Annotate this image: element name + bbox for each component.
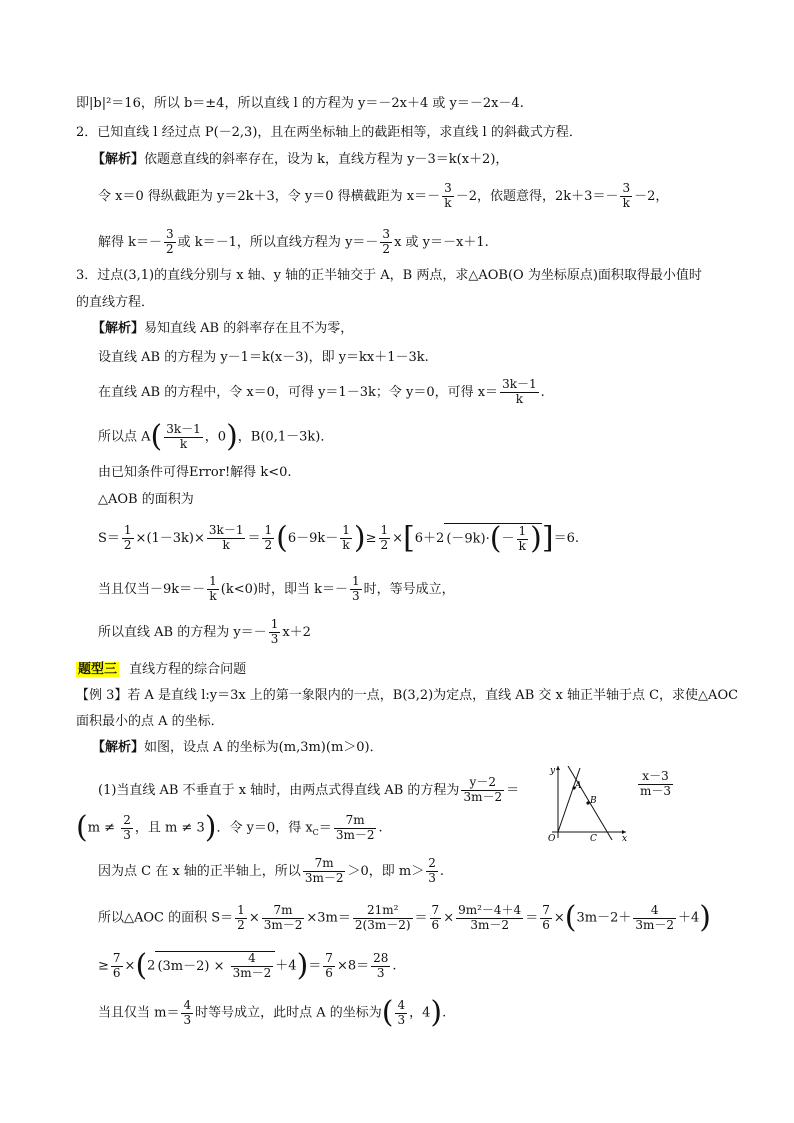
text: ＋4 [678,910,700,926]
fraction: $\frac{7m}{3m-2}$ [263,902,303,932]
text: × [392,531,404,546]
ex3-solution-line-5: 所以△AOC 的面积 S＝ $\frac{1}{2}$ × $\frac{7m}{3m-2}$ ×3m＝ $\frac{\text{21m²}}{2(3m-2)}$ ＝ $\frac{7}{6}$ × $\frac{\text{9m²－4＋4}}{3m-2}$ ＝ $\frac{7}{6}$ ×(3m－2＋ $\frac{4}{3m-2}$ ＋4) [98,900,712,935]
text: 所以△AOC 的面积 S＝ [98,910,234,926]
section-title: 直线方程的综合问题 [129,662,247,677]
ex3-solution-line-3: (m ≠ $\frac{2}{3}$ ，且 m ≠ 3)．令 y＝0，得 $x_C=$ $\frac{7m}{3m-2}$ . [76,810,383,845]
section-tag: 题型三 [78,662,118,677]
text: ＝6. [553,531,579,546]
origin-label: O [548,834,556,842]
fraction: $\frac{7}{6}$ [112,950,121,980]
text: × [443,910,455,926]
fraction: $\frac{1}{2}$ [237,902,245,932]
q3-solution-line-1 [92,322,353,335]
y-axis-arrow [556,766,560,770]
text: (k<0)时，即当 k＝－ [220,581,348,597]
ex3-solution-line-7: 当且仅当 m＝ $\frac{4}{3}$ 时等号成立，此时点 A 的坐标为( $\frac{4}{3}$ ，4). [98,995,447,1030]
text: 所以点 A [98,429,151,445]
text: 时，等号成立， [363,581,455,597]
text: × [124,958,136,974]
fraction: $\frac{4}{3m-2}$ [635,902,675,932]
fraction: $\frac{7m}{3m-2}$ [335,812,375,842]
fraction: $\frac{y-2}{3m-2}$ [463,775,503,804]
text: ＝ [308,958,322,974]
solution-tag: 【解析】 [92,321,145,336]
fraction: $\frac{4}{3}$ [397,997,406,1027]
ex3-solution-line-4: 因为点 C 在 x 轴的正半轴上，所以 $\frac{7m}{3m-2}$ ＞0，即 m＞ $\frac{2}{3}$ . [98,856,444,885]
section-heading [76,662,246,677]
text: × [553,910,565,926]
solution-tag: 【解析】 [92,152,145,167]
text: 所以直线 AB 的方程为 y＝－ [98,624,267,640]
text: 在直线 AB 的方程中，令 x＝0，可得 y＝1－3k；令 y＝0，可得 x＝ [98,384,499,400]
text: ＝ [506,782,520,798]
sqrt: (－9k)·(－ $\frac{1}{k}$ ) [446,521,542,556]
q2-solution-line-1 [92,153,508,166]
text: ＋4 [275,958,297,974]
text: ≥ [365,531,377,546]
ex3-solution-line-2 [98,776,519,805]
question-3-line-2: 的直线方程． [76,295,155,310]
text: 6＋2 [414,531,445,546]
q3-solution-line-7: S＝ $\frac{1}{2}$ ×(1－3k)× $\frac{3k-1}{k}$ ＝ $\frac{1}{2}$ (6－9k－ $\frac{1}{k}$ )≥ $\frac{1}{2}$ ×[6＋2 (－9k)·(－ $\frac{1}{k}$ )]＝6. [98,520,579,556]
ex3-solution-line-6: ≥ $\frac{7}{6}$ ×(2 (3m－2) × $\frac{4}{3m-2}$ ＋4)＝ $\frac{7}{6}$ ×8＝ $\frac{28}{3}$ . [98,948,397,983]
x-label: x [622,834,628,842]
q3-solution-line-9 [98,618,311,647]
coordinate-figure [540,762,630,842]
solution-tag: 【解析】 [92,740,145,755]
example-3-line-1: 【例 3】若 A 是直线 l:y＝3x 上的第一象限内的一点，B(3,2)为定点，直线 AB 交 x 轴正半轴于点 C，求使△AOC [76,688,739,703]
fraction: $\frac{3k-1}{k}$ [502,377,537,406]
text: ＝ [525,910,539,926]
text: 解得 k＝－ [98,234,163,250]
text: 2 [147,958,156,974]
y-label: y [550,766,556,776]
text: －2， [634,188,669,204]
text: (1)当直线 AB 不垂直于 x 轴时，由两点式得直线 AB 的方程为 [98,782,460,798]
text: S＝ [98,531,120,546]
text: ×8＝ [336,958,370,974]
fraction: $\frac{7}{6}$ [431,902,440,932]
ex3-solution-line-1 [92,741,383,754]
text: 时等号成立，此时点 A 的坐标为 [195,1005,382,1021]
q3-solution-line-3 [98,378,545,407]
text: x＋2 [282,624,311,640]
question-2: 2．已知直线 l 经过点 P(－2,3)，且在两坐标轴上的截距相等，求直线 l 的斜截式方程． [76,125,582,140]
q3-solution-line-8 [98,575,455,604]
text: ＞0，即 m＞ [347,863,425,879]
fraction: $\frac{7m}{3m-2}$ [304,856,344,885]
text: x 或 y＝－x＋1. [394,234,489,250]
text: 如图，设点 A 的坐标为(m,3m)(m＞0)． [144,740,383,755]
q3-solution-line-4: 所以点 A( $\frac{3k-1}{k}$ ，0)，B(0,1－3k)． [98,419,334,454]
fraction: $\frac{x-3}{m-3}$ [640,769,672,798]
fraction: $\frac{28}{3}$ [373,950,389,980]
text: 当且仅当－9k＝－ [98,581,206,597]
text: 或 k＝－1，所以直线方程为 y＝－ [177,234,379,250]
fraction: $\frac{4}{3}$ [183,997,192,1027]
fraction: $\frac{1}{k}$ [342,523,350,552]
b-label: B [590,796,597,806]
text-line: 即|b|²＝16，所以 b＝±4，所以直线 l 的方程为 y＝－2x＋4 或 y＝－2x－4. [76,96,524,111]
text: 因为点 C 在 x 轴的正半轴上，所以 [98,863,301,879]
text: ，4 [409,1005,431,1021]
fraction: $\frac{3}{k}$ [622,181,631,210]
text: ＝ [414,910,428,926]
text: ，0 [204,429,227,445]
text: ．令 y＝0，得 x [216,820,313,836]
ex3-solution-fraction-right [636,770,675,799]
text: × [248,910,260,926]
fraction: $\frac{3k-1}{k}$ [166,421,201,451]
text: ＝ [247,531,261,546]
text: ，B(0,1－3k)． [237,429,334,445]
fraction: $\frac{1}{2}$ [264,523,273,552]
text: . [540,384,545,400]
text: 令 x＝0 得纵截距为 y＝2k＋3，令 y＝0 得横截距为 x＝－ [98,188,441,204]
q3-solution-line-2: 设直线 AB 的方程为 y－1＝k(x－3)，即 y＝kx＋1－3k. [98,350,429,365]
question-3-line-1: 3．过点(3,1)的直线分别与 x 轴、y 轴的正半轴交于 A，B 两点，求△AOB(O 为坐标原点)面积取得最小值时 [76,268,702,283]
text: 当且仅当 m＝ [98,1005,180,1021]
q2-solution-line-2 [98,182,668,211]
text: 依题意直线的斜率存在，设为 k，直线方程为 y－3＝k(x＋2)， [144,152,509,167]
fraction: $\frac{7}{6}$ [325,950,333,980]
example-3-line-2: 面积最小的点 A 的坐标． [76,714,224,729]
fraction: $\frac{1}{2}$ [123,523,132,552]
line-l [558,768,580,832]
q3-solution-line-6: △AOB 的面积为 [98,492,194,507]
fraction: $\frac{2}{3}$ [123,812,131,842]
text: 6－9k－ [287,531,339,546]
a-label: A [575,781,582,791]
fraction: $\frac{7}{6}$ [542,902,550,932]
text: m ≠ [87,820,120,836]
fraction: $\frac{3}{k}$ [444,181,452,210]
fraction: $\frac{\text{9m²－4＋4}}{3m-2}$ [458,902,522,932]
c-label: C [590,834,597,842]
fraction: $\frac{3k-1}{k}$ [208,523,244,552]
q2-solution-line-3 [98,228,489,257]
q3-solution-line-5: 由已知条件可得Error!解得 k<0. [98,465,292,480]
fraction: $\frac{1}{3}$ [352,574,360,603]
fraction: $\frac{\text{21m²}}{2(3m-2)}$ [354,902,411,932]
text: ×3m＝ [306,910,351,926]
fraction: $\frac{2}{3}$ [428,856,436,885]
fraction: $\frac{3}{2}$ [166,227,174,256]
text: 3m－2＋ [576,910,632,926]
fraction: $\frac{3}{2}$ [382,227,391,256]
fraction: $\frac{1}{3}$ [270,617,279,646]
fraction: $\frac{1}{k}$ [209,574,217,603]
sqrt: (3m－2) × $\frac{4}{3m-2}$ [155,951,275,981]
text: 易知直线 AB 的斜率存在且不为零， [144,321,354,336]
text: ≥ [98,958,109,974]
text: －2，依题意得，2k＋3＝－ [455,188,619,204]
text: ＝ [318,820,332,836]
fraction: $\frac{1}{2}$ [380,523,389,552]
text: ×(1－3k)× [135,531,205,546]
text: ，且 m ≠ 3 [134,820,205,836]
